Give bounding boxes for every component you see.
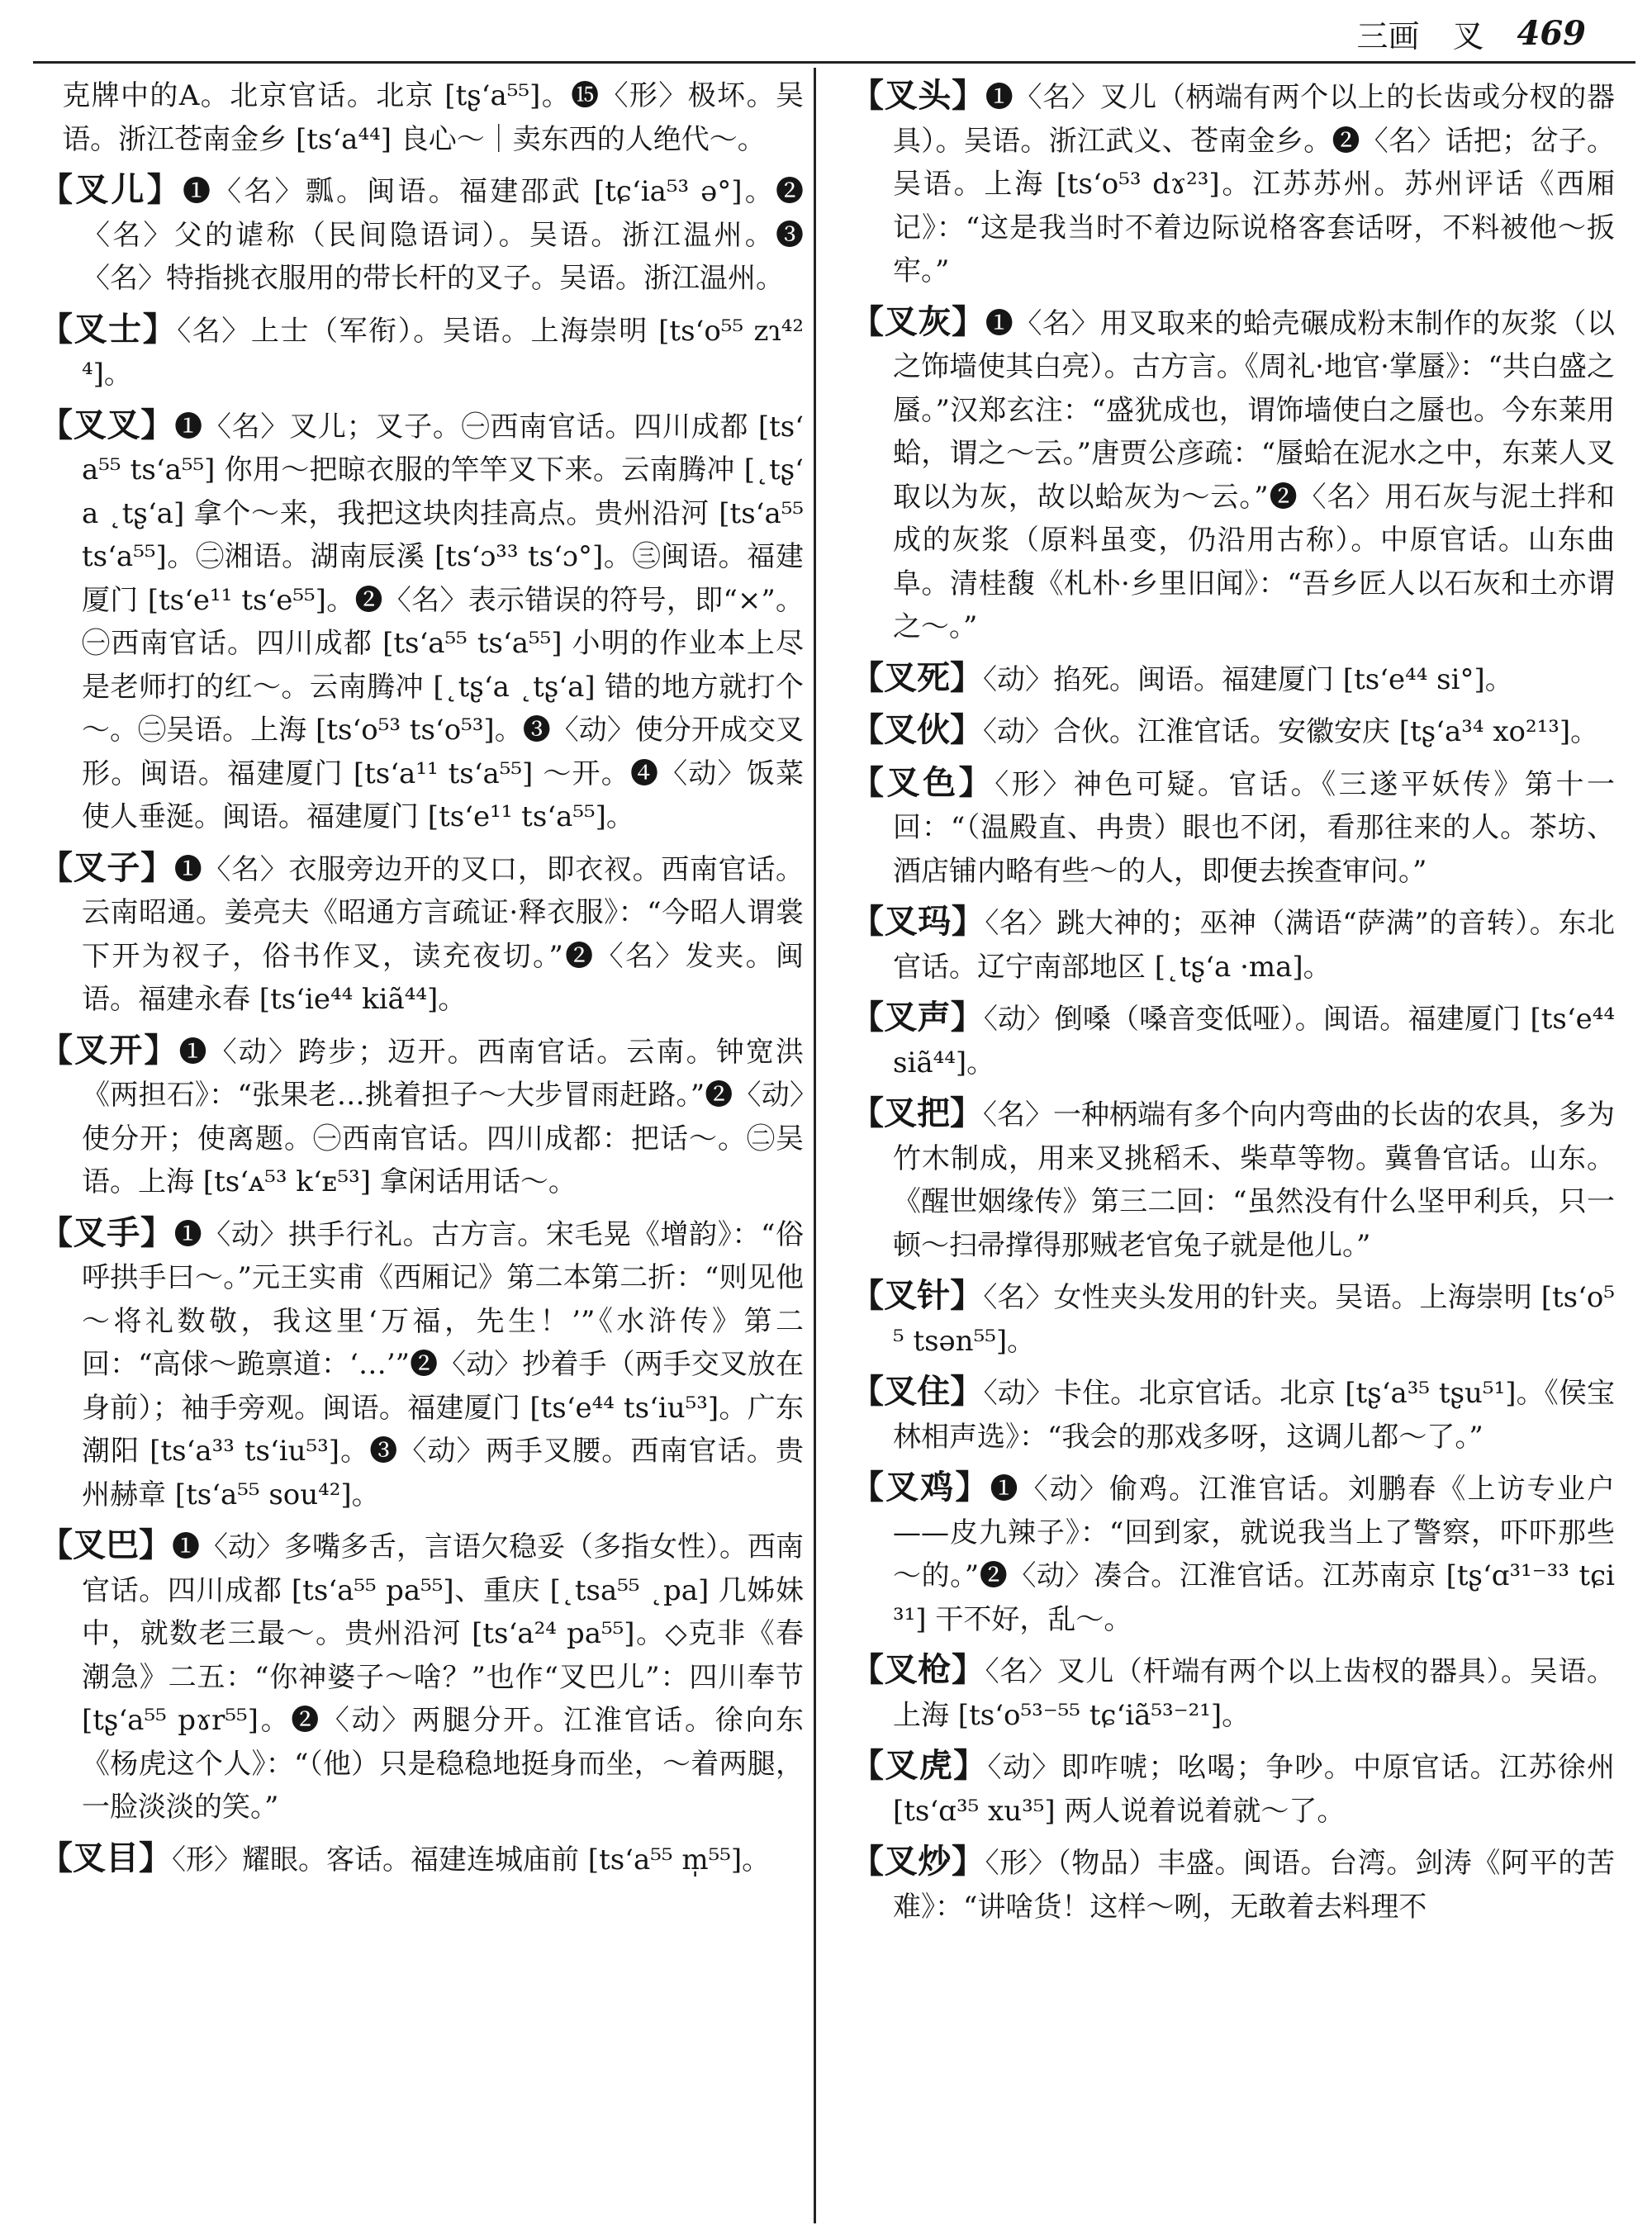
header-char: 叉 xyxy=(1452,17,1484,55)
entry-headword: 【叉头】 xyxy=(851,76,985,115)
entry-headword: 【叉声】 xyxy=(851,998,984,1037)
entry-headword: 【叉鸡】 xyxy=(851,1468,990,1506)
dictionary-entry xyxy=(40,847,804,1022)
dictionary-entry xyxy=(851,1274,1615,1363)
column-divider xyxy=(814,68,816,2223)
dictionary-entry xyxy=(851,1466,1615,1641)
entry-definition: 〈名〉女性夹头发用的针夹。吴语。上海崇明 [tsʻo⁵⁵ tsən⁵⁵]。 xyxy=(893,1281,1615,1358)
dictionary-entry xyxy=(851,657,1615,702)
dictionary-entry xyxy=(40,168,804,301)
entry-headword: 【叉色】 xyxy=(851,762,995,802)
entry-headword: 【叉目】 xyxy=(40,1838,172,1877)
dictionary-entry xyxy=(40,404,804,839)
entry-definition: ❶〈动〉拱手行礼。古方言。宋毛晃《增韵》：“俗呼拱手曰～。”元王实甫《西厢记》第二本第二折：“则见他～将礼数敬，我这里‘万福，先生！’”《水浒传》第二回：“高俅～跪禀道：‘…’”❷〈动〉抄着手（两手交叉放在身前）；袖手旁观。闽语。福建厦门 [tsʻe⁴⁴ tsʻiu⁵³]。广东潮阳 [tsʻa³³ tsʻiu⁵³]。❸〈动〉两手叉腰。西南官话。贵州赫章 [tsʻa⁵⁵ sou⁴²]。 xyxy=(82,1217,804,1511)
dictionary-entry xyxy=(40,1524,804,1829)
entry-definition: ❶〈名〉瓢。闽语。福建邵武 [tɕʻia⁵³ ə°]。❷〈名〉父的谑称（民间隐语词）。吴语。浙江温州。❸〈名〉特指挑衣服用的带长杆的叉子。吴语。浙江温州。 xyxy=(82,175,804,295)
dictionary-entry xyxy=(40,308,804,396)
entry-definition: 〈动〉合伙。江淮官话。安徽安庆 [tʂʻa³⁴ xo²¹³]。 xyxy=(983,715,1599,748)
dictionary-entry xyxy=(851,1649,1615,1737)
dictionary-entry xyxy=(851,301,1615,649)
dictionary-entry xyxy=(40,1029,804,1204)
dictionary-entry xyxy=(851,1370,1615,1459)
entry-definition: 〈形〉神色可疑。官话。《三遂平妖传》第十一回：“（温殿直、冉贵）眼也不闭，看那往来的人。茶坊、酒店铺内略有些～的人，即便去挨查审问。” xyxy=(893,767,1615,888)
entry-definition: 〈动〉即咋唬；吆喝；争吵。中原官话。江苏徐州 [tsʻɑ³⁵ xu³⁵] 两人说着说着就～了。 xyxy=(893,1751,1615,1828)
entry-headword: 【叉针】 xyxy=(851,1276,984,1315)
dictionary-entry xyxy=(40,1837,804,1882)
dictionary-entry xyxy=(851,1840,1615,1929)
right-column xyxy=(851,74,1615,2222)
entry-headword: 【叉子】 xyxy=(40,847,174,887)
entry-definition: ❶〈动〉偷鸡。江淮官话。刘鹏春《上访专业户——皮九辣子》：“回到家，就说我当上了警察，吓吓那些～的。”❷〈动〉凑合。江淮官话。江苏南京 [tʂʻɑ³¹⁻³³ tɕi³¹] 干不好，乱～。 xyxy=(893,1473,1615,1636)
entry-definition: ❶〈名〉衣服旁边开的叉口，即衣衩。西南官话。云南昭通。姜亮夫《昭通方言疏证·释衣服》：“今昭人谓裳下开为衩子，俗书作叉，读充夜切。”❷〈名〉发夹。闽语。福建永春 [tsʻie⁴⁴ kiã⁴⁴]。 xyxy=(82,852,804,1016)
left-column xyxy=(40,74,804,2222)
entry-definition: ❶〈动〉多嘴多舌，言语欠稳妥（多指女性）。西南官话。四川成都 [tsʻa⁵⁵ pa⁵⁵]、重庆 [˛tsa⁵⁵ ˛pa] 几姊妹中，就数老三最～。贵州沿河 [tsʻa²⁴ pa⁵⁵]。◇克非《春潮急》二五：“你神婆子～啥？”也作“叉巴儿”：四川奉节 [tʂʻa⁵⁵ pɤr⁵⁵]。❷〈动〉两腿分开。江淮官话。徐向东《杨虎这个人》：“（他）只是稳稳地挺身而坐，～着两腿，一脸淡淡的笑。” xyxy=(82,1530,804,1824)
dictionary-entry xyxy=(851,1092,1615,1267)
entry-definition: ❶〈动〉跨步；迈开。西南官话。云南。钟宽洪《两担石》：“张果老…挑着担子～大步冒雨赶路。”❷〈动〉使分开；使离题。㊀西南官话。四川成都：把话～。㊁吴语。上海 [tsʻᴀ⁵³ kʻᴇ⁵³] 拿闲话用话～。 xyxy=(82,1035,804,1198)
entry-definition: 〈名〉一种柄端有多个向内弯曲的长齿的农具，多为竹木制成，用来叉挑稻禾、柴草等物。冀鲁官话。山东。《醒世姻缘传》第三二回：“虽然没有什么坚甲利兵，只一顿～扫帚撑得那贼老官兔子就是他儿。” xyxy=(893,1098,1615,1262)
header-rule xyxy=(33,61,1635,64)
entry-headword: 【叉虎】 xyxy=(851,1746,988,1785)
entry-headword: 【叉住】 xyxy=(851,1372,984,1411)
entry-definition: ❶〈名〉用叉取来的蛤壳碾成粉末制作的灰浆（以之饰墙使其白亮）。古方言。《周礼·地官·掌蜃》：“共白盛之蜃。”汉郑玄注：“盛犹成也，谓饰墙使白之蜃也。今东莱用蛤，谓之～云。”唐贾公彦疏：“蜃蛤在泥水之中，东莱人叉取以为灰，故以蛤灰为～云。”❷〈名〉用石灰与泥土拌和成的灰浆（原料虽变，仍沿用古称）。中原官话。山东曲阜。清桂馥《札朴·乡里旧闻》：“吾乡匠人以石灰和土亦谓之～。” xyxy=(893,306,1615,643)
entry-headword: 【叉枪】 xyxy=(851,1650,985,1689)
entry-headword: 【叉把】 xyxy=(851,1094,983,1132)
dictionary-entry xyxy=(851,1744,1615,1833)
entry-headword: 【叉手】 xyxy=(40,1212,174,1252)
dictionary-entry xyxy=(851,900,1615,989)
page-number: 469 xyxy=(1517,13,1586,53)
entry-headword: 【叉玛】 xyxy=(851,902,985,941)
entry-definition: 〈动〉卡住。北京官话。北京 [tʂʻa³⁵ tʂu⁵¹]。《侯宝林相声选》：“我会的那戏多呀，这调儿都～了。” xyxy=(893,1377,1615,1454)
header-section: 三画 xyxy=(1356,17,1420,55)
entry-definition: 〈动〉掐死。闽语。福建厦门 [tsʻe⁴⁴ si°]。 xyxy=(983,662,1513,696)
dictionary-entry xyxy=(851,74,1615,293)
entry-definition: 〈名〉上士（军衔）。吴语。上海崇明 [tsʻo⁵⁵ zɿ⁴²⁴]。 xyxy=(82,314,804,391)
entry-headword: 【叉儿】 xyxy=(40,170,183,209)
entry-definition: 克牌中的A。北京官话。北京 [tʂʻa⁵⁵]。⓯〈形〉极坏。吴语。浙江苍南金乡 [tsʻa⁴⁴] 良心～｜卖东西的人绝代～。 xyxy=(62,79,804,156)
entry-definition: 〈名〉跳大神的；巫神（满语“萨满”的音转）。东北官话。辽宁南部地区 [˛tʂʻa ·ma]。 xyxy=(893,907,1615,984)
entry-headword: 【叉死】 xyxy=(851,657,983,697)
entry-headword: 【叉士】 xyxy=(40,309,178,349)
dictionary-entry xyxy=(40,1212,804,1517)
dictionary-entry xyxy=(851,709,1615,754)
dictionary-entry xyxy=(851,762,1615,894)
entry-definition: ❶〈名〉叉儿（柄端有两个以上的长齿或分杈的器具）。吴语。浙江武义、苍南金乡。❷〈名〉话把；岔子。吴语。上海 [tsʻo⁵³ dɤ²³]。江苏苏州。苏州评话《西厢记》：“这是我当时不着边际说格客套话呀，不料被他～扳牢。” xyxy=(893,81,1615,287)
entry-headword: 【叉巴】 xyxy=(40,1525,172,1564)
page-header xyxy=(1356,10,1586,56)
entry-headword: 【叉炒】 xyxy=(851,1842,985,1881)
dictionary-entry xyxy=(851,996,1615,1084)
entry-definition: 〈形〉（物品）丰盛。闽语。台湾。剑涛《阿平的苦难》：“讲啥货！这样～咧，无敢着去料理不 xyxy=(893,1847,1615,1924)
entry-headword: 【叉伙】 xyxy=(851,710,983,749)
entry-definition: 〈名〉叉儿（杆端有两个以上齿杈的器具）。吴语。上海 [tsʻo⁵³⁻⁵⁵ tɕʻiã⁵³⁻²¹]。 xyxy=(893,1655,1615,1732)
entry-definition: ❶〈名〉叉儿；叉子。㊀西南官话。四川成都 [tsʻa⁵⁵ tsʻa⁵⁵] 你用～把晾衣服的竿竿叉下来。云南腾冲 [˛tʂʻa ˛tʂʻa] 拿个～来，我把这块肉挂高点。贵州沿河 [tsʻa⁵⁵ tsʻa⁵⁵]。㊁湘语。湖南辰溪 [tsʻɔ³³ tsʻɔ°]。㊂闽语。福建厦门 [tsʻe¹¹ tsʻe⁵⁵]。❷〈名〉表示错误的符号，即“×”。㊀西南官话。四川成都 [tsʻa⁵⁵ tsʻa⁵⁵] 小明的作业本上尽是老师打的红～。云南腾冲 [˛tʂʻa ˛tʂʻa] 错的地方就打个～。㊁吴语。上海 [tsʻo⁵³ tsʻo⁵³]。❸〈动〉使分开成交叉形。闽语。福建厦门 [tsʻa¹¹ tsʻa⁵⁵] ～开。❹〈动〉饭菜使人垂涎。闽语。福建厦门 [tsʻe¹¹ tsʻa⁵⁵]。 xyxy=(82,410,804,833)
entry-definition: 〈形〉耀眼。客话。福建连城庙前 [tsʻa⁵⁵ m̩⁵⁵]。 xyxy=(172,1843,771,1877)
entry-definition: 〈动〉倒嗓（嗓音变低哑）。闽语。福建厦门 [tsʻe⁴⁴ siã⁴⁴]。 xyxy=(893,1003,1615,1079)
dictionary-entry xyxy=(40,74,804,161)
entry-headword: 【叉开】 xyxy=(40,1030,179,1070)
entry-headword: 【叉灰】 xyxy=(851,301,985,341)
entry-headword: 【叉叉】 xyxy=(40,405,175,444)
